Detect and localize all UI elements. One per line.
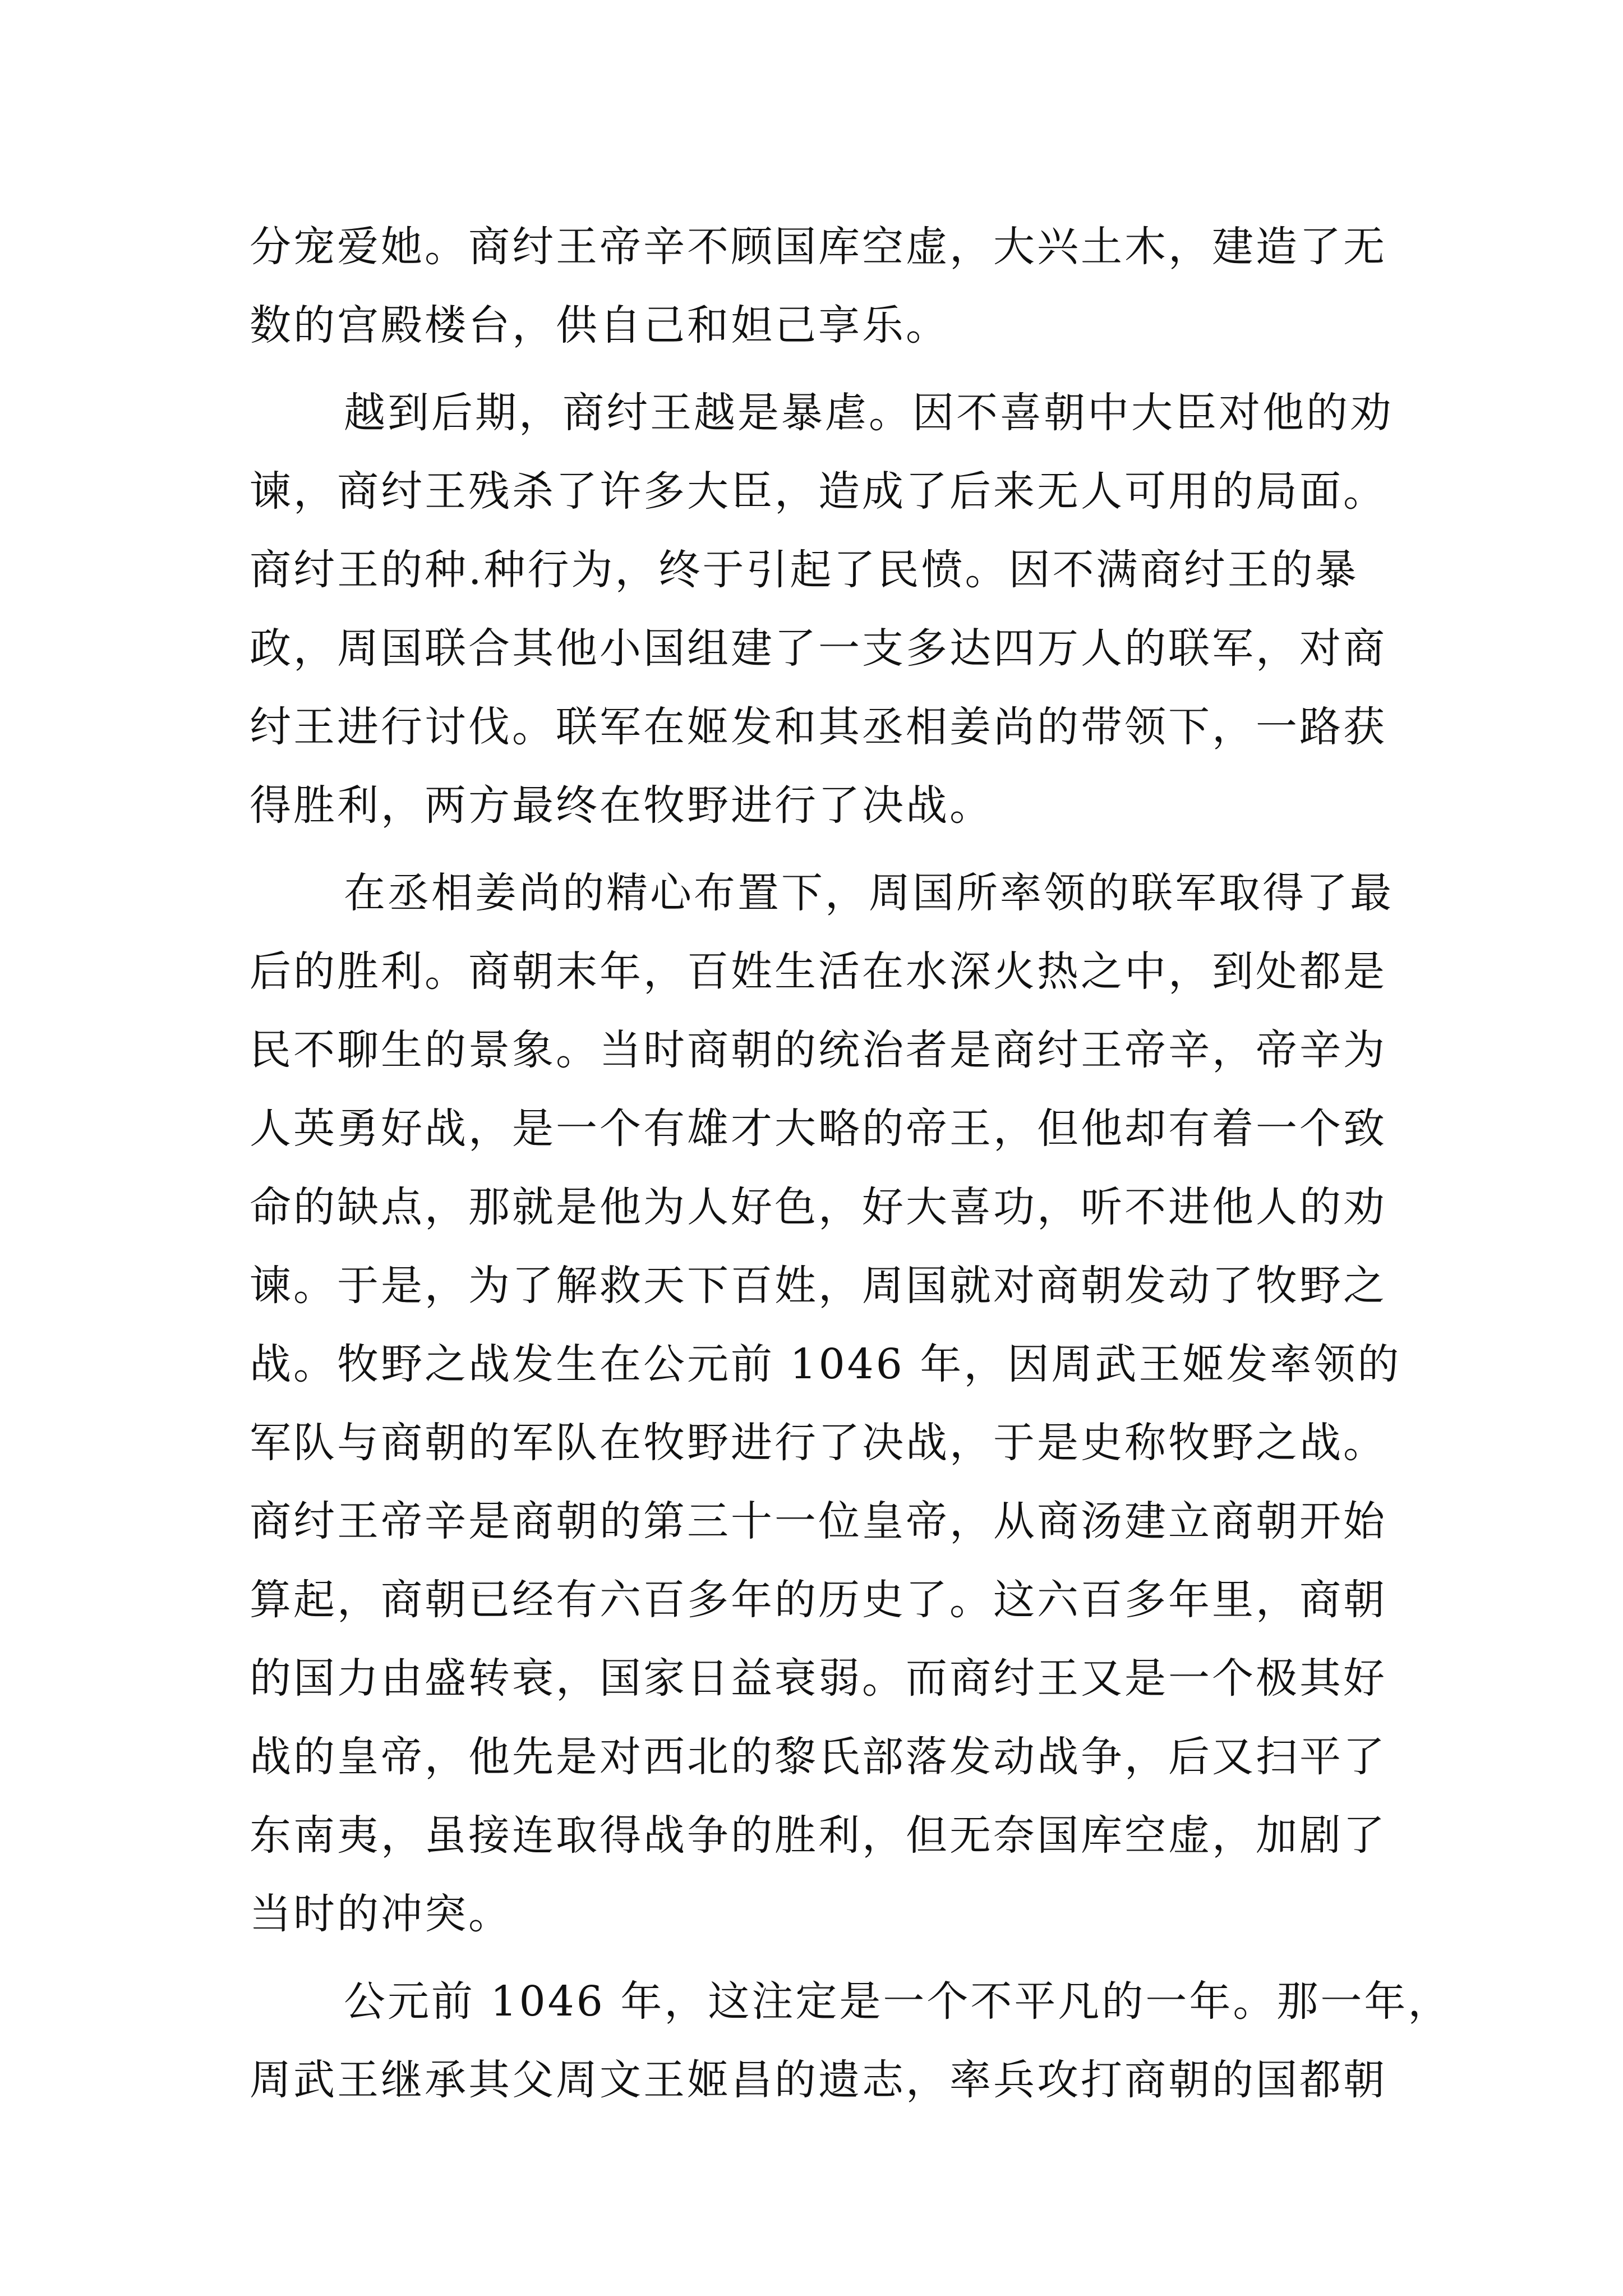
- paragraph-2: [250, 374, 1394, 845]
- paragraph-1: [250, 208, 1387, 365]
- text-line: 后的胜利。商朝末年，百姓生活在水深火热之中，到处都是: [250, 947, 1387, 996]
- text-line: 商纣王帝辛是商朝的第三十一位皇帝，从商汤建立商朝开始: [250, 1497, 1387, 1545]
- text-line: 人英勇好战，是一个有雄才大略的帝王，但他却有着一个致: [250, 1105, 1387, 1153]
- text-line: 战的皇帝，他先是对西北的黎氏部落发动战争，后又扫平了: [250, 1733, 1387, 1781]
- text-line: 命的缺点，那就是他为人好色，好大喜功，听不进他人的劝: [250, 1183, 1387, 1231]
- text-line: 数的宫殿楼台，供自己和妲己享乐。: [250, 301, 949, 349]
- text-line: 公元前 1046 年，这注定是一个不平凡的一年。那一年，: [344, 1977, 1452, 2026]
- paragraph-4: [250, 1962, 1452, 2119]
- text-line: 周武王继承其父周文王姬昌的遗志，率兵攻打商朝的国都朝: [250, 2056, 1387, 2104]
- text-line: 算起，商朝已经有六百多年的历史了。这六百多年里，商朝: [250, 1576, 1387, 1624]
- text-line: 越到后期，商纣王越是暴虐。因不喜朝中大臣对他的劝: [344, 389, 1394, 437]
- text-line: 谏，商纣王残杀了许多大臣，造成了后来无人可用的局面。: [250, 467, 1387, 516]
- text-line: 在丞相姜尚的精心布置下，周国所率领的联军取得了最: [344, 869, 1394, 917]
- text-line: 军队与商朝的军队在牧野进行了决战，于是史称牧野之战。: [250, 1419, 1387, 1467]
- text-line: 纣王进行讨伐。联军在姬发和其丞相姜尚的带领下，一路获: [250, 703, 1387, 751]
- text-line: 东南夷，虽接连取得战争的胜利，但无奈国库空虚，加剧了: [250, 1811, 1387, 1860]
- text-line: 民不聊生的景象。当时商朝的统治者是商纣王帝辛，帝辛为: [250, 1026, 1387, 1074]
- text-line: 当时的冲突。: [250, 1890, 512, 1938]
- text-line: 政，周国联合其他小国组建了一支多达四万人的联军，对商: [250, 624, 1387, 673]
- text-line: 分宠爱她。商纣王帝辛不顾国库空虚，大兴土木，建造了无: [250, 223, 1387, 271]
- text-line: 商纣王的种.种行为，终于引起了民愤。因不满商纣王的暴: [250, 546, 1359, 594]
- text-line: 得胜利，两方最终在牧野进行了决战。: [250, 781, 993, 830]
- text-line: 谏。于是，为了解救天下百姓，周国就对商朝发动了牧野之: [250, 1262, 1387, 1310]
- text-line: 战。牧野之战发生在公元前 1046 年，因周武王姬发率领的: [250, 1340, 1401, 1388]
- body-text: [250, 208, 1452, 2119]
- text-line: 的国力由盛转衰，国家日益衰弱。而商纣王又是一个极其好: [250, 1654, 1387, 1703]
- paragraph-3: [250, 854, 1401, 1953]
